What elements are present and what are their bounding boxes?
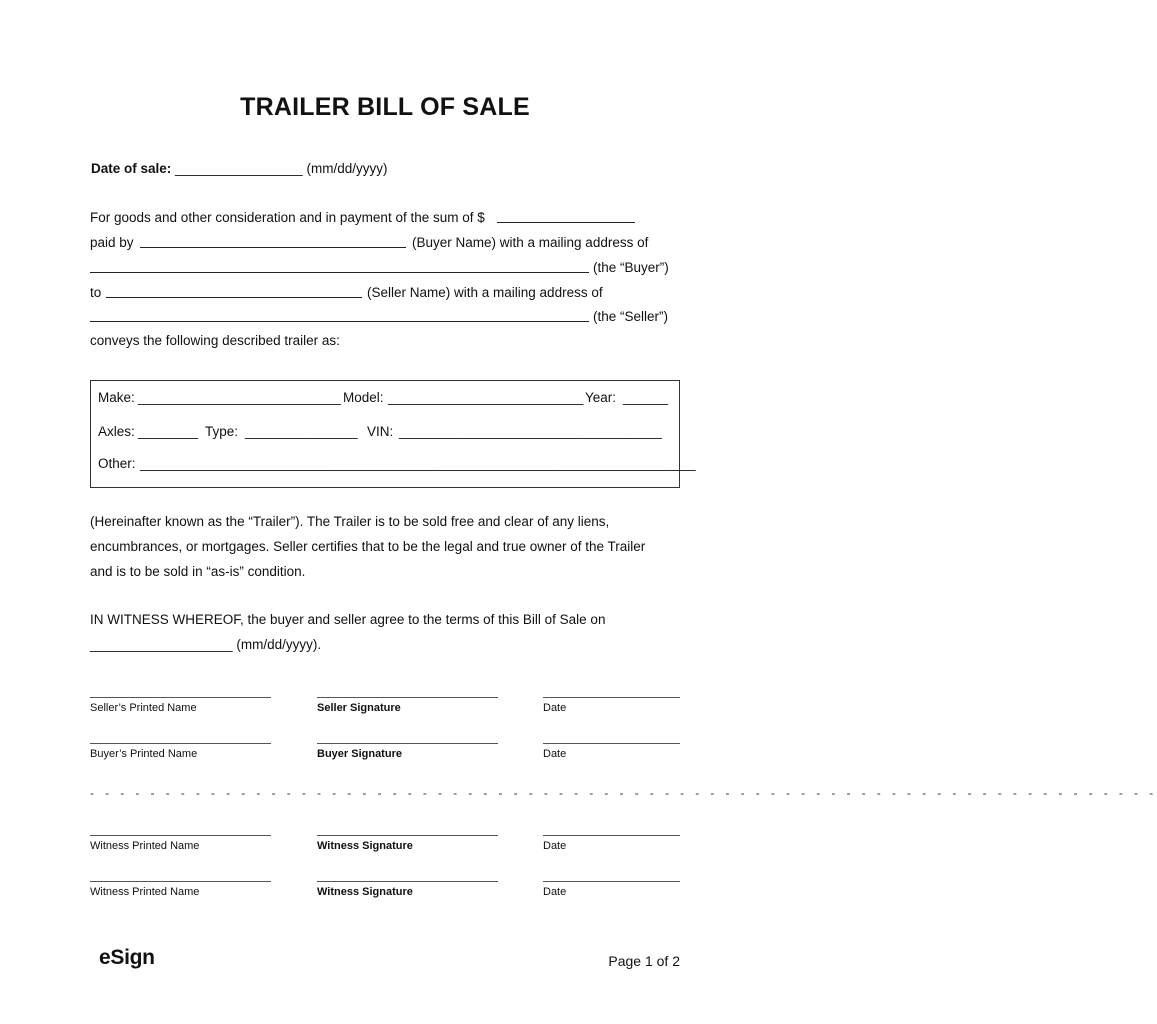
model-field[interactable]: __________________________ (388, 390, 584, 405)
date-of-sale-format: (mm/dd/yyyy) (306, 161, 388, 176)
document-title: TRAILER BILL OF SALE (240, 93, 530, 121)
agreement-date-format: (mm/dd/yyyy). (236, 637, 322, 652)
other-field[interactable]: __________________________________________________________________________ (140, 456, 696, 471)
type-field[interactable]: _______________ (245, 424, 358, 439)
buyer-signature-label: Buyer Signature (317, 748, 402, 760)
vin-label: VIN: (367, 424, 394, 439)
year-field[interactable]: ______ (623, 390, 669, 405)
witness1-printed-name-line[interactable] (90, 835, 271, 836)
conveys-text: conveys the following described trailer as: (90, 333, 340, 348)
model-label: Model: (343, 390, 384, 405)
make-field[interactable]: ___________________________ (138, 390, 341, 405)
other-label: Other: (98, 456, 136, 471)
seller-address-field[interactable] (90, 321, 589, 322)
hereinafter-line-2: encumbrances, or mortgages. Seller certifies that to be the legal and true owner of the Trailer (90, 539, 646, 554)
witness1-date-label: Date (543, 840, 567, 852)
hereinafter-line-1: (Hereinafter known as the “Trailer”). The Trailer is to be sold free and clear of any liens, (90, 514, 610, 529)
buyer-date-label: Date (543, 748, 567, 760)
make-label: Make: (98, 390, 135, 405)
buyer-name-field[interactable] (140, 247, 406, 248)
buyer-address-field[interactable] (90, 272, 589, 273)
buyer-date-line[interactable] (543, 743, 680, 744)
seller-signature-label: Seller Signature (317, 702, 401, 714)
page-number: Page 1 of 2 (608, 953, 680, 969)
vin-field[interactable]: ___________________________________ (399, 424, 662, 439)
witness2-date-line[interactable] (543, 881, 680, 882)
agreement-date-field[interactable]: ___________________ (90, 637, 233, 652)
date-of-sale-row (91, 161, 387, 176)
witness1-signature-label: Witness Signature (317, 840, 413, 852)
buyer-signature-line[interactable] (317, 743, 498, 744)
to-label: to (90, 285, 102, 300)
consideration-text: For goods and other consideration and in payment of the sum of $ (90, 210, 485, 225)
seller-date-label: Date (543, 702, 567, 714)
trailer-details-box (90, 380, 696, 488)
buyer-printed-name-label: Buyer’s Printed Name (90, 748, 198, 760)
hereinafter-line-3: and is to be sold in “as-is” condition. (90, 564, 306, 579)
esign-logo: eSign (99, 946, 155, 969)
witness-whereof-text: IN WITNESS WHEREOF, the buyer and seller agree to the terms of this Bill of Sale on (90, 612, 606, 627)
witness-separator: - - - - - - - - - - - - - - - - - - - - - - - - - - - - - - - - - - - - - - - - - - - - - - - - - - - - - - - - - - - - - - - - - - - - - - - (90, 786, 1157, 800)
seller-printed-name-label: Seller’s Printed Name (90, 702, 197, 714)
buyer-name-caption: (Buyer Name) with a mailing address of (412, 235, 649, 250)
witness1-signature-line[interactable] (317, 835, 498, 836)
seller-designation: (the “Seller”) (593, 309, 669, 324)
agreement-date-row (90, 637, 321, 652)
witness2-signature-label: Witness Signature (317, 886, 413, 898)
amount-field[interactable] (497, 222, 635, 223)
witness1-printed-name-label: Witness Printed Name (90, 840, 200, 852)
year-label: Year: (585, 390, 617, 405)
date-of-sale-label: Date of sale: (91, 161, 172, 176)
witness2-printed-name-label: Witness Printed Name (90, 886, 200, 898)
paid-by-label: paid by (90, 235, 134, 250)
seller-name-field[interactable] (106, 297, 362, 298)
seller-signature-line[interactable] (317, 697, 498, 698)
buyer-printed-name-line[interactable] (90, 743, 271, 744)
axles-label: Axles: (98, 424, 135, 439)
seller-date-line[interactable] (543, 697, 680, 698)
date-of-sale-field[interactable]: _________________ (175, 161, 303, 176)
buyer-designation: (the “Buyer”) (593, 260, 669, 275)
witness1-date-line[interactable] (543, 835, 680, 836)
witness2-printed-name-line[interactable] (90, 881, 271, 882)
seller-printed-name-line[interactable] (90, 697, 271, 698)
type-label: Type: (205, 424, 239, 439)
axles-field[interactable]: ________ (138, 424, 199, 439)
seller-name-caption: (Seller Name) with a mailing address of (367, 285, 603, 300)
witness2-signature-line[interactable] (317, 881, 498, 882)
witness2-date-label: Date (543, 886, 567, 898)
